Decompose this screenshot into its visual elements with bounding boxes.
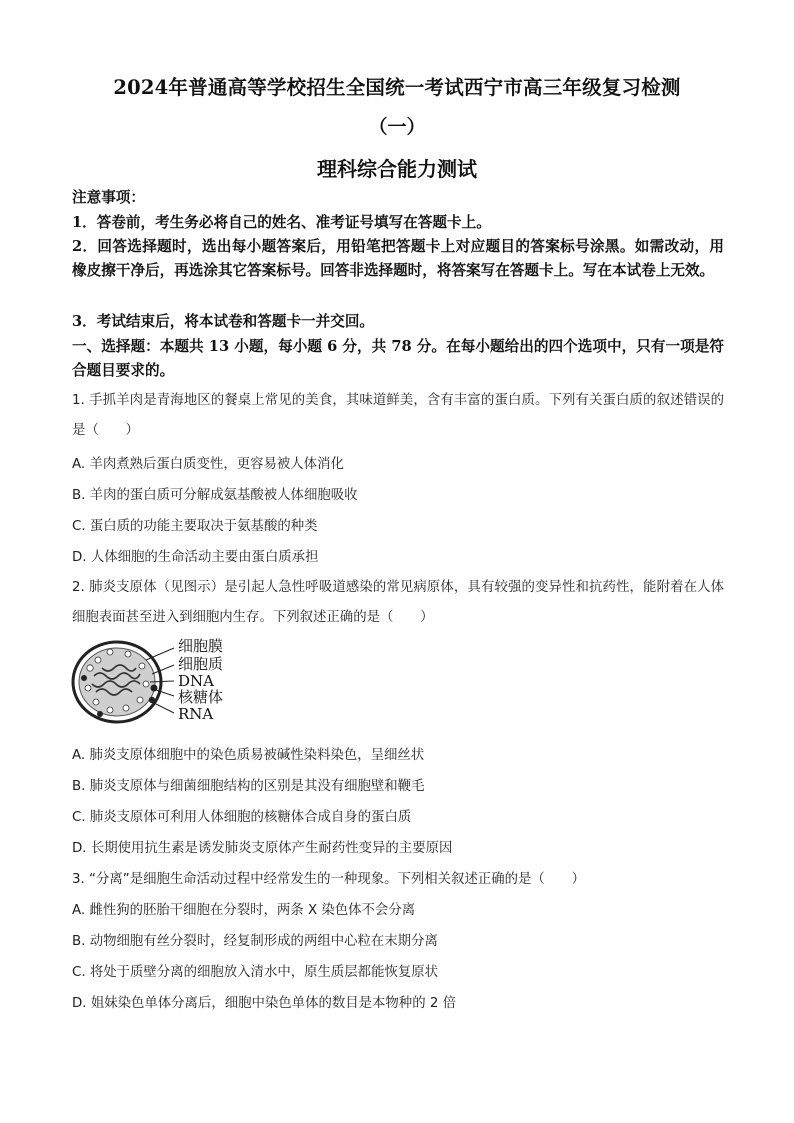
question-3-option-b: B. 动物细胞有丝分裂时，经复制形成的两组中心粒在末期分离 bbox=[72, 934, 438, 949]
notice-heading: 注意事项： bbox=[72, 189, 145, 206]
question-3-option-a: A. 雌性狗的胚胎干细胞在分裂时，两条 X 染色体不会分离 bbox=[72, 903, 416, 918]
figure-label-ribosome: 核糖体 bbox=[178, 688, 224, 706]
section-heading: 一、选择题：本题共 13 小题，每小题 6 分，共 78 分。在每小题给出的四个选项中，只有一项是符合题目要求的。 bbox=[72, 338, 724, 379]
question-2-option-b: B. 肺炎支原体与细菌细胞结构的区别是其没有细胞壁和鞭毛 bbox=[72, 779, 425, 794]
question-1-option-b: B. 羊肉的蛋白质可分解成氨基酸被人体细胞吸收 bbox=[72, 488, 358, 503]
figure-label-dna: DNA bbox=[178, 672, 214, 690]
question-1-option-d: D. 人体细胞的生命活动主要由蛋白质承担 bbox=[72, 550, 319, 565]
question-2-stem: 2. 肺炎支原体（见图示）是引起人急性呼吸道感染的常见病原体，具有较强的变异性和抗药性，能附着在人体细胞表面甚至进入到细胞内生存。下列叙述正确的是（ ） bbox=[72, 580, 724, 625]
question-2-option-d: D. 长期使用抗生素是诱发肺炎支原体产生耐药性变异的主要原因 bbox=[72, 841, 453, 856]
mycoplasma-figure bbox=[70, 638, 250, 728]
question-1-option-a: A. 羊肉煮熟后蛋白质变性，更容易被人体消化 bbox=[72, 457, 344, 472]
exam-title-part: （一） bbox=[368, 116, 426, 138]
question-1-stem: 1. 手抓羊肉是青海地区的餐桌上常见的美食，其味道鲜美，含有丰富的蛋白质。下列有关蛋白质的叙述错误的是（ ） bbox=[72, 393, 724, 438]
question-3-option-d: D. 姐妹染色单体分离后，细胞中染色单体的数目是本物种的 2 倍 bbox=[72, 996, 457, 1011]
subject-title: 理科综合能力测试 bbox=[317, 157, 477, 181]
notice-item-1: 1．答卷前，考生务必将自己的姓名、准考证号填写在答题卡上。 bbox=[72, 214, 491, 231]
notice-item-3: 3．考试结束后，将本试卷和答题卡一并交回。 bbox=[72, 313, 375, 330]
question-3-stem: 3. “分离”是细胞生命活动过程中经常发生的一种现象。下列相关叙述正确的是（ ） bbox=[72, 872, 585, 887]
question-3-option-c: C. 将处于质壁分离的细胞放入清水中，原生质层都能恢复原状 bbox=[72, 965, 439, 980]
figure-label-rna: RNA bbox=[178, 705, 214, 723]
question-2-option-a: A. 肺炎支原体细胞中的染色质易被碱性染料染色，呈细丝状 bbox=[72, 748, 425, 763]
question-1-option-c: C. 蛋白质的功能主要取决于氨基酸的种类 bbox=[72, 519, 318, 534]
question-2-option-c: C. 肺炎支原体可利用人体细胞的核糖体合成自身的蛋白质 bbox=[72, 810, 412, 825]
exam-title: 2024年普通高等学校招生全国统一考试西宁市高三年级复习检测 bbox=[113, 76, 681, 99]
notice-item-2: 2．回答选择题时，选出每小题答案后，用铅笔把答题卡上对应题目的答案标号涂黑。如需改动，用橡皮擦干净后，再选涂其它答案标号。回答非选择题时，将答案写在答题卡上。写在本试卷上无效。 bbox=[72, 238, 724, 279]
figure-label-cell-membrane: 细胞膜 bbox=[178, 637, 224, 655]
figure-label-cytoplasm: 细胞质 bbox=[178, 655, 224, 673]
